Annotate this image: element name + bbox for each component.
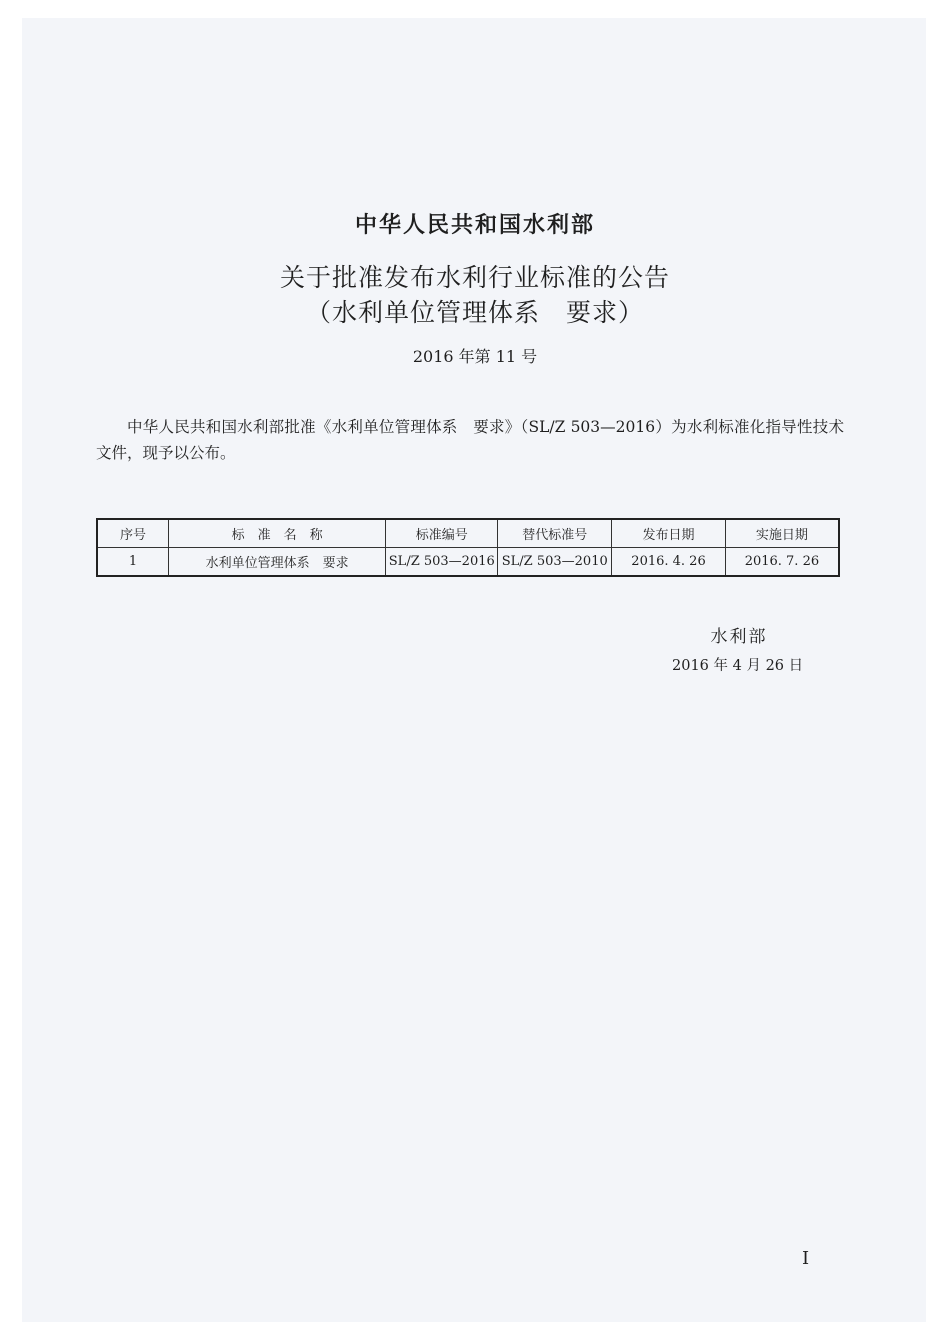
ministry-heading: 中华人民共和国水利部 [354, 213, 595, 238]
notice-subtitle: （水利单位管理体系 要求） [305, 298, 644, 327]
table-header-row [97, 519, 839, 548]
header-code: 标准编号 [386, 519, 498, 548]
standards-table [96, 518, 840, 577]
notice-body: 中华人民共和国水利部批准《水利单位管理体系 要求》（SL/Z 503—2016）为水利标准化指导性技术文件，现予以公布。 [96, 418, 844, 462]
cell-replaced: SL/Z 503—2010 [498, 548, 612, 577]
page-number: I [802, 1248, 810, 1269]
header-publish-date: 发布日期 [612, 519, 726, 548]
signature: 水利部 [710, 627, 768, 647]
cell-code: SL/Z 503—2016 [386, 548, 498, 577]
notice-title: 关于批准发布水利行业标准的公告 [279, 263, 670, 292]
cell-name: 水利单位管理体系 要求 [169, 548, 386, 577]
header-index: 序号 [97, 519, 169, 548]
document-number: 2016 年第 11 号 [412, 347, 538, 366]
table-row [97, 548, 839, 577]
sign-date: 2016 年 4 月 26 日 [672, 658, 804, 674]
header-replaced: 替代标准号 [498, 519, 612, 548]
header-name: 标 准 名 称 [169, 519, 386, 548]
cell-index: 1 [97, 548, 169, 577]
cell-effective-date: 2016. 7. 26 [725, 548, 839, 577]
cell-publish-date: 2016. 4. 26 [612, 548, 726, 577]
header-effective-date: 实施日期 [725, 519, 839, 548]
